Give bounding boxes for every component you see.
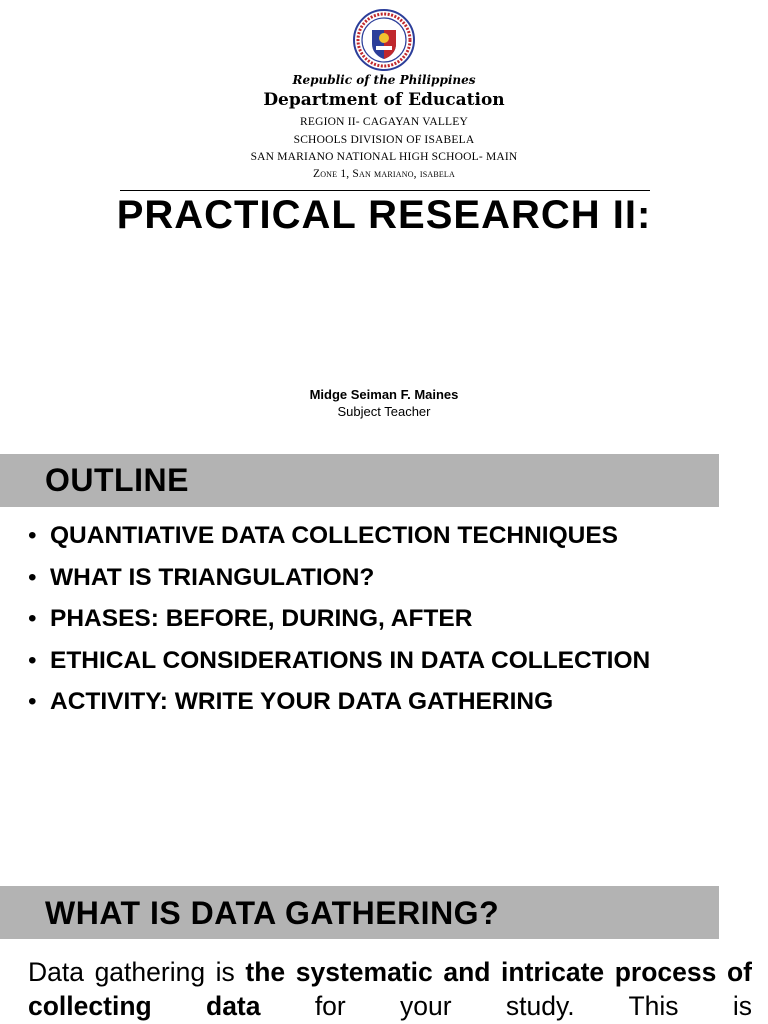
bullet: • (28, 563, 37, 591)
data-gathering-heading: WHAT IS DATA GATHERING? (45, 895, 500, 931)
data-gathering-section-bar (0, 886, 719, 939)
republic-line: Republic of the Philippines (292, 73, 476, 87)
outline-item (28, 564, 758, 606)
bullet: • (28, 646, 37, 674)
header-divider (120, 190, 650, 191)
outline-item-text: ACTIVITY: WRITE YOUR DATA GATHERING (50, 688, 554, 715)
outline-list (28, 522, 758, 730)
address-line: Zone 1, San mariano, isabela (312, 168, 456, 180)
outline-item (28, 605, 758, 647)
outline-heading: OUTLINE (45, 462, 189, 498)
school-line: SAN MARIANO NATIONAL HIGH SCHOOL- MAIN (250, 151, 518, 163)
teacher-name: Midge Seiman F. Maines (309, 387, 459, 402)
region-line: REGION II- CAGAYAN VALLEY (299, 116, 469, 128)
outline-item-text: WHAT IS TRIANGULATION? (50, 563, 375, 591)
definition-text-start: Data gathering is (28, 957, 246, 987)
outline-section-bar (0, 454, 719, 507)
department-line: Department of Education (263, 90, 505, 110)
outline-item-text: PHASES: BEFORE, DURING, AFTER (50, 605, 473, 632)
definition-text-bold: the systematic and intricate process of collecting data (28, 957, 752, 1021)
outline-item (28, 688, 758, 730)
outline-item-text: QUANTIATIVE DATA COLLECTION TECHNIQUES (50, 522, 619, 549)
outline-item-text: ETHICAL CONSIDERATIONS IN DATA COLLECTION (50, 646, 651, 674)
outline-item (28, 647, 758, 689)
page-title: PRACTICAL RESEARCH II: (116, 193, 652, 237)
bullet: • (28, 605, 37, 632)
outline-item (28, 522, 758, 564)
bullet: • (28, 688, 37, 715)
teacher-role: Subject Teacher (337, 404, 431, 419)
definition-text-end: for your study. This is (260, 991, 752, 1021)
deped-seal-icon (352, 8, 416, 72)
data-gathering-definition (28, 955, 752, 1023)
bullet: • (28, 522, 37, 549)
division-line: SCHOOLS DIVISION OF ISABELA (293, 134, 475, 146)
